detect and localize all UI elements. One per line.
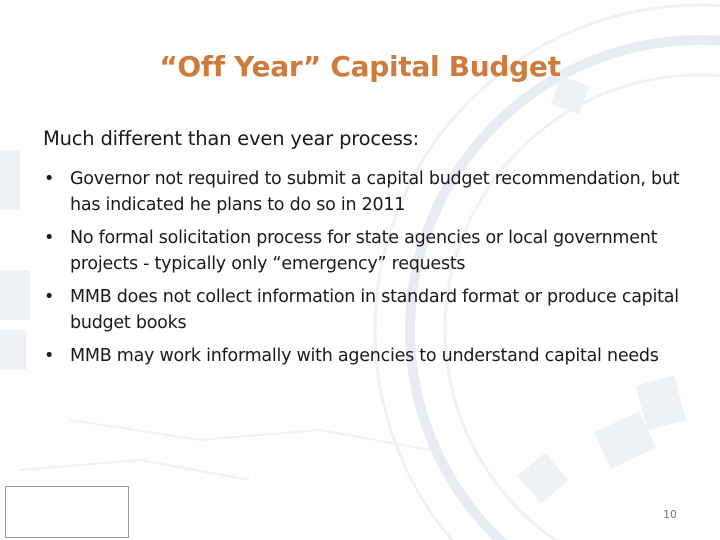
bullet-marker: •: [44, 287, 55, 307]
bullet-marker: •: [44, 228, 55, 248]
bullet-item: [43, 166, 693, 218]
slide-title: “Off Year” Capital Budget: [159, 50, 561, 83]
bullet-item: [43, 284, 693, 336]
bullet-item: [43, 225, 693, 277]
page-number: 10: [663, 508, 677, 521]
bullet-marker: •: [44, 346, 55, 366]
bullet-text: MMB does not collect information in standard format or produce capital budget books: [70, 287, 679, 333]
bullet-list: [43, 166, 693, 376]
slide-subtitle: Much different than even year process:: [43, 127, 419, 150]
bullet-item: [43, 343, 693, 369]
bullet-text: MMB may work informally with agencies to understand capital needs: [70, 346, 659, 366]
bullet-text: No formal solicitation process for state agencies or local government projects - typically only “emergency” requests: [70, 228, 658, 274]
footer-logo-box: [5, 486, 129, 538]
bullet-marker: •: [44, 169, 55, 189]
bullet-text: Governor not required to submit a capital budget recommendation, but has indicated he plans to do so in 2011: [70, 169, 680, 215]
